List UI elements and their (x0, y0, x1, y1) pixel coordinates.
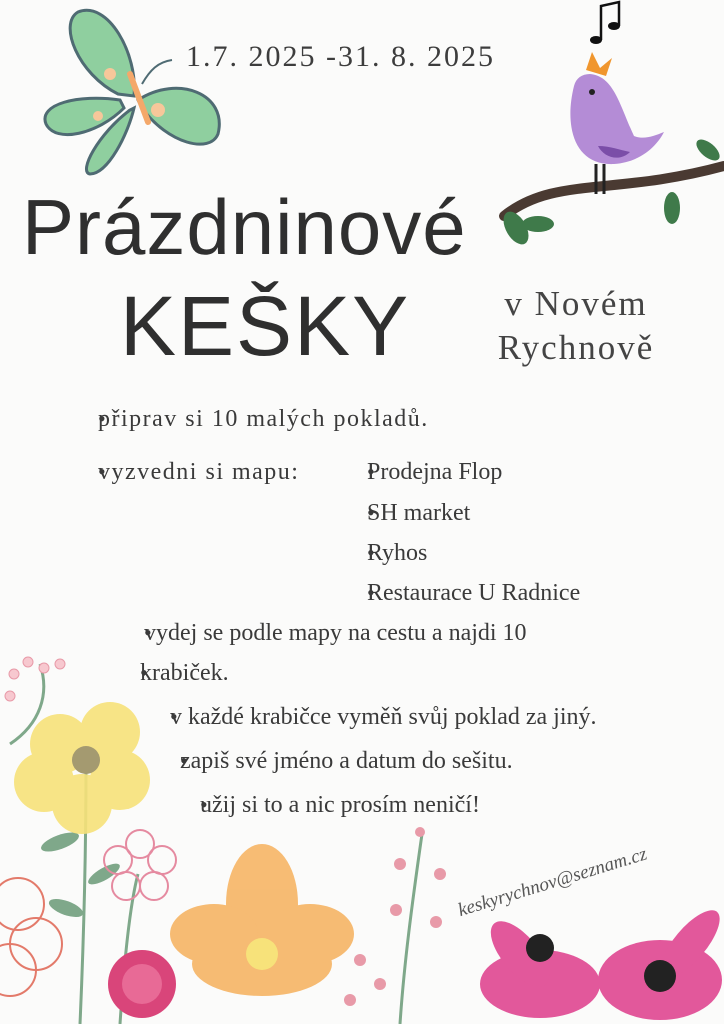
music-notes-icon (586, 0, 626, 50)
location-item: • Prodejna Flop (342, 459, 502, 486)
title-line-1: Prázdninové (22, 183, 467, 271)
location-item: • Restaurace U Radnice (342, 580, 580, 607)
subtitle-line-2: Rychnově (497, 328, 655, 367)
step-pickup: • vyzvedni si mapu: (74, 459, 299, 486)
title-line-2: KEŠKY (120, 279, 411, 373)
date-range: 1.7. 2025 -31. 8. 2025 (186, 40, 495, 73)
step-swap: • v každé krabičce vyměň svůj poklad za jiný. (146, 704, 597, 731)
step-prepare: • připrav si 10 malých pokladů. (74, 406, 429, 433)
subtitle-line-1: v Novém (504, 284, 648, 323)
contact-email[interactable]: keskyrychnov@seznam.cz (455, 843, 650, 922)
step-sign: • zapiš své jméno a datum do sešitu. (156, 748, 513, 775)
step-go: • vydej se podle mapy na cestu a najdi 10 (116, 620, 527, 647)
step-enjoy: • užij si to a nic prosím neničí! (176, 792, 480, 819)
step-go-continued: • krabiček. (140, 660, 229, 687)
location-item: • SH market (342, 500, 470, 527)
subtitle (468, 282, 684, 370)
location-item: • Ryhos (342, 540, 427, 567)
bird-on-branch-illustration (494, 46, 724, 261)
butterfly-illustration (38, 4, 238, 194)
